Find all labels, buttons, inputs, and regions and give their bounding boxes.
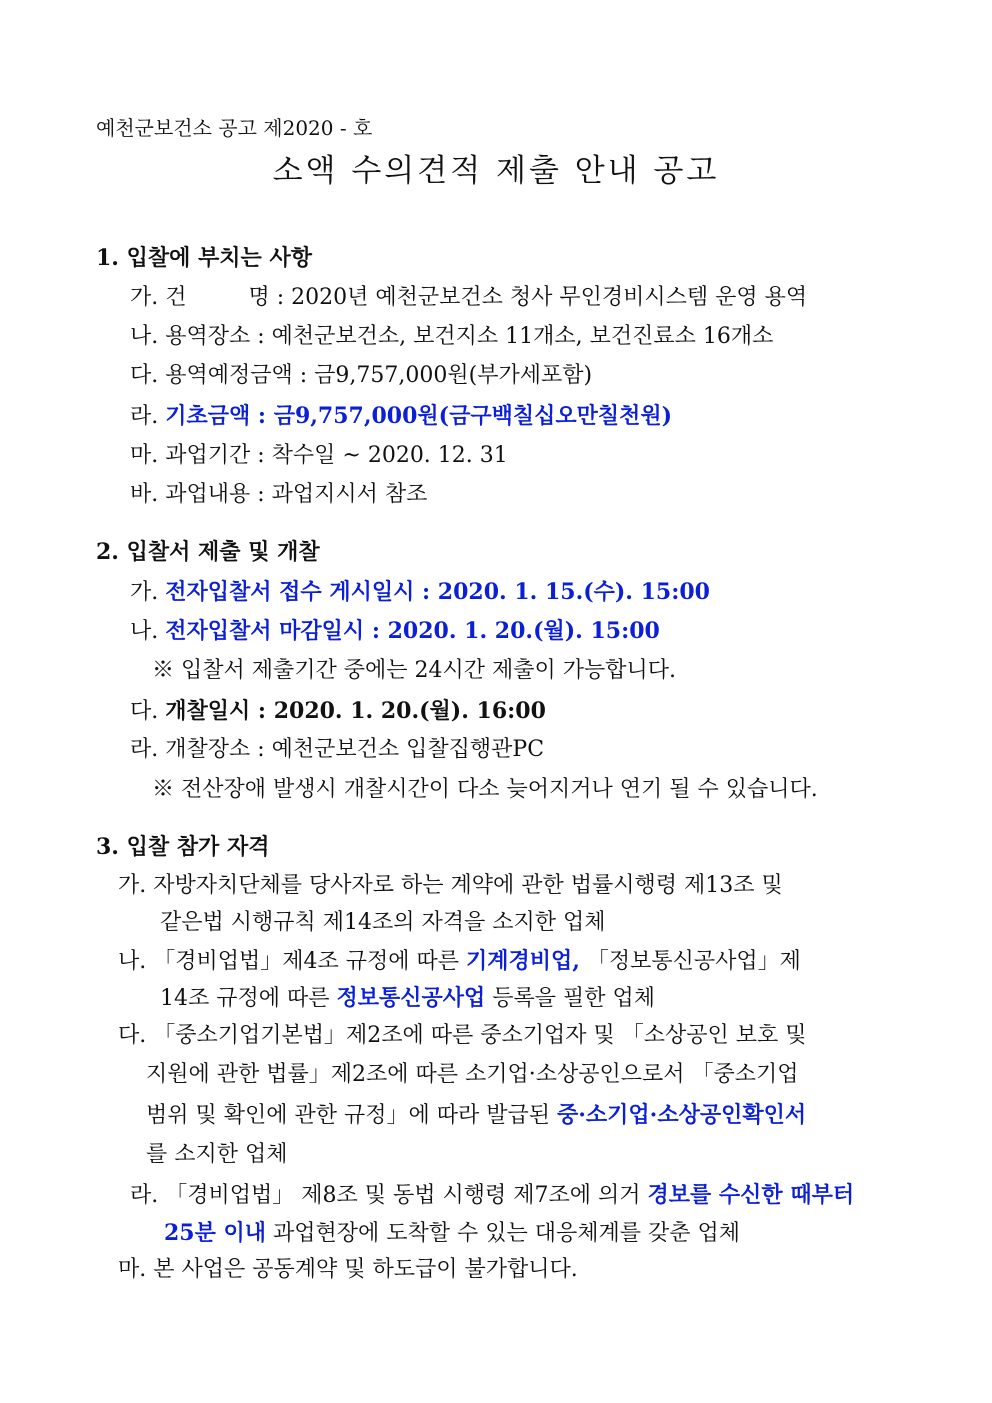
item-1e: 마. 과업기간 : 착수일 ~ 2020. 12. 31 [130,443,508,468]
item-3e: 마. 본 사업은 공동계약 및 하도급이 불가합니다. [118,1257,578,1282]
item-3c-line4: 를 소지한 업체 [146,1142,288,1167]
bid-close-datetime: 전자입찰서 마감일시 : 2020. 1. 20.(월). 15:00 [165,618,660,644]
item-3d-line2 [164,1218,740,1249]
opening-datetime: 개찰일시 : 2020. 1. 20.(월). 16:00 [165,698,546,724]
item-3c-text: 범위 및 확인에 관한 규정」에 따라 발급된 [146,1103,557,1128]
item-1b: 나. 용역장소 : 예천군보건소, 보건지소 11개소, 보건진료소 16개소 [130,324,774,349]
item-2b [130,616,660,647]
note-submission: ※ 입찰서 제출기간 중에는 24시간 제출이 가능합니다. [152,658,676,683]
item-1a [130,283,807,313]
item-2a-prefix: 가. [130,580,166,605]
item-3c-line2: 지원에 관한 법률」제2조에 따른 소기업·소상공인으로서 「중소기업 [146,1062,799,1087]
item-3d-line1 [130,1180,854,1211]
section-3-heading: 3. 입찰 참가 자격 [96,834,270,860]
section-2-heading: 2. 입찰서 제출 및 개찰 [96,539,320,565]
item-3a-line2: 같은법 시행규칙 제14조의 자격을 소지한 업체 [160,910,606,935]
item-3c-line1: 다. 「중소기업기본법」제2조에 따른 중소기업자 및 「소상공인 보호 및 [118,1023,807,1048]
notice-number: 예천군보건소 공고 제2020 - 호 [96,116,373,140]
alarm-response-requirement: 경보를 수신한 때부터 [647,1182,855,1208]
machine-security-business: 기계경비업, [466,948,580,974]
item-3d-text: 라. 「경비업법」 제8조 및 동법 시행령 제7조에 의거 [130,1183,648,1208]
base-amount: 기초금액 : 금9,757,000원(금구백칠십오만칠천원) [165,403,673,429]
item-2b-prefix: 나. [130,619,166,644]
response-time-limit: 25분 이내 [164,1220,267,1246]
item-2c [130,696,546,727]
item-2d: 라. 개찰장소 : 예천군보건소 입찰집행관PC [130,737,545,762]
item-1d [130,401,672,432]
item-1f: 바. 과업내용 : 과업지시서 참조 [130,482,428,507]
item-1c: 다. 용역예정금액 : 금9,757,000원(부가세포함) [130,363,593,388]
item-1a-label: 가. 건 [130,285,187,310]
item-3d-text-2: 과업현장에 도착할 수 있는 대응체계를 갖춘 업체 [266,1221,741,1246]
item-3b-line1 [118,946,801,977]
item-1a-value: 명 : 2020년 예천군보건소 청사 무인경비시스템 운영 용역 [248,285,808,310]
item-3b-text-3: 14조 규정에 따른 [160,986,337,1011]
section-1-heading: 1. 입찰에 부치는 사항 [96,245,312,271]
item-2c-prefix: 다. [130,699,166,724]
sme-certificate: 중·소기업·소상공인확인서 [557,1102,807,1128]
item-3b-line2 [160,983,655,1014]
note-delay: ※ 전산장애 발생시 개찰시간이 다소 늦어지거나 연기 될 수 있습니다. [152,777,818,802]
item-3a-line1: 가. 자방자치단체를 당사자로 하는 계약에 관한 법률시행령 제13조 및 [118,873,783,898]
item-3c-line3 [146,1100,806,1131]
item-1d-prefix: 라. [130,404,166,429]
item-3b-text: 나. 「경비업법」제4조 규정에 따른 [118,949,466,974]
page-title: 소액 수의견적 제출 안내 공고 [272,153,720,189]
item-3b-text-4: 등록을 필한 업체 [485,986,656,1011]
item-2a [130,577,710,608]
item-3b-text-2: 「정보통신공사업」제 [579,949,801,974]
telecom-construction-business: 정보통신공사업 [336,985,486,1011]
bid-open-datetime: 전자입찰서 접수 게시일시 : 2020. 1. 15.(수). 15:00 [165,579,710,605]
